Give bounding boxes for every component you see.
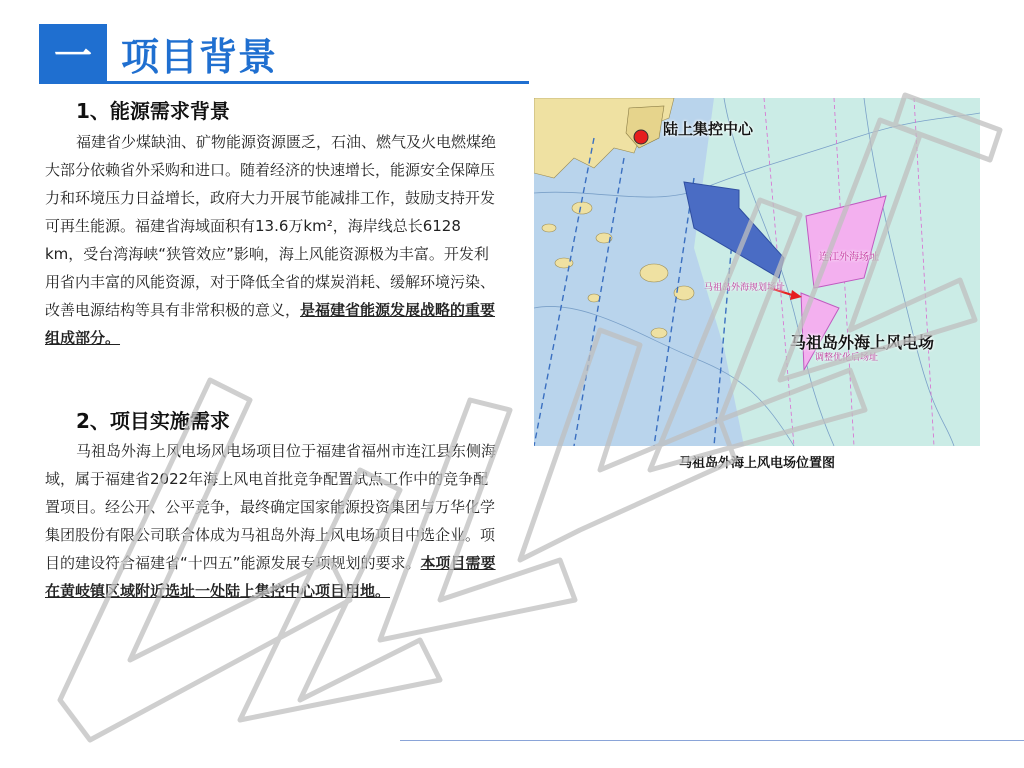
paragraph-project-need-highlight: 本项目需要在黄岐镇区域附近选址一处陆上集控中心项目用地。 <box>45 554 496 600</box>
title-underline <box>39 81 529 84</box>
label-adjusted-site: 调整优化后场址 <box>815 353 879 363</box>
section-number-badge <box>39 24 107 81</box>
label-wind-farm: 马祖岛外海上风电场 <box>790 333 935 352</box>
section-heading-energy-demand: 1、能源需求背景 <box>76 99 230 123</box>
label-lianjiang-site: 连江外海场址 <box>819 252 879 263</box>
location-map <box>534 98 980 446</box>
label-control-center: 陆上集控中心 <box>663 120 754 138</box>
map-caption: 马祖岛外海上风电场位置图 <box>678 456 835 471</box>
paragraph-project-need <box>45 437 503 605</box>
section-heading-project-need: 2、项目实施需求 <box>76 409 230 433</box>
paragraph-energy-demand <box>45 128 503 352</box>
footer-rule <box>400 740 1024 741</box>
page-title: 项目背景 <box>121 35 278 79</box>
paragraph-project-need-text: 马祖岛外海上风电场风电场项目位于福建省福州市连江县东侧海域，属于福建省2022年海上风电首批竞争配置试点工作中的竞争配置项目。经公开、公平竞争，最终确定国家能源投资集团与万华化学集团股份有限公司联合体成为马祖岛外海上风电场项目中选企业。项目的建设符合福建省“十四五”能源发展专项规划的要求。 <box>45 442 497 572</box>
paragraph-energy-demand-text: 福建省少煤缺油、矿物能源资源匮乏，石油、燃气及火电燃煤绝大部分依赖省外采购和进口。随着经济的快速增长，能源安全保障压力和环境压力日益增长，政府大力开展节能减排工作，鼓励支持开发可再生能源。福建省海域面积有13.6万km²，海岸线总长6128 km，受台湾海峡“狭管效应”影响，海上风能资源极为丰富。开发利用省内丰富的风能资源，对于降低全省的煤炭消耗、缓解环境污染、改善电源结构等具有非常积极的意义， <box>45 133 497 319</box>
section-number: 一 <box>53 34 92 78</box>
control-center-marker <box>634 130 648 144</box>
paragraph-energy-demand-highlight: 是福建省能源发展战略的重要组成部分。 <box>45 301 496 347</box>
label-matsu-planned-site: 马祖岛外海规划场址 <box>704 283 786 293</box>
nautical-chart <box>534 98 980 446</box>
